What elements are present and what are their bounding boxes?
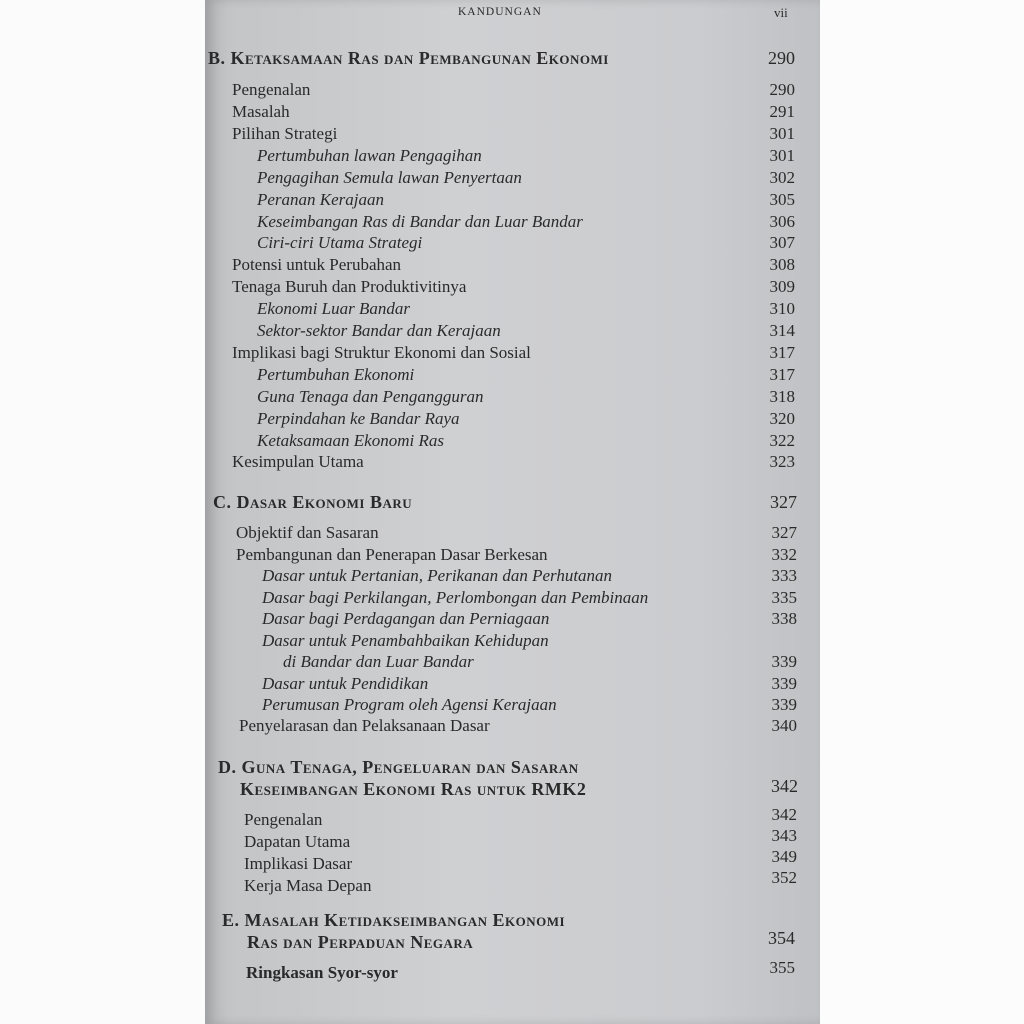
toc-page: 335 bbox=[771, 588, 797, 607]
toc-page: 323 bbox=[769, 452, 795, 471]
toc-subentry-continued: di Bandar dan Luar Bandar bbox=[283, 652, 474, 671]
toc-entry: Pilihan Strategi bbox=[232, 124, 338, 143]
toc-subentry: Perumusan Program oleh Agensi Kerajaan bbox=[262, 695, 557, 714]
toc-entry: Masalah bbox=[232, 102, 290, 121]
toc-subentry: Pengagihan Semula lawan Penyertaan bbox=[257, 168, 522, 187]
toc-entry: Ringkasan Syor-syor bbox=[246, 963, 398, 982]
toc-entry: Kesimpulan Utama bbox=[232, 452, 364, 471]
page-folio: vii bbox=[774, 5, 788, 20]
toc-page: 305 bbox=[769, 190, 795, 209]
toc-entry: Objektif dan Sasaran bbox=[236, 523, 379, 542]
toc-page: 338 bbox=[771, 609, 797, 628]
toc-entry: Dapatan Utama bbox=[244, 832, 351, 851]
running-head: KANDUNGAN bbox=[458, 6, 542, 18]
section-e-title-continued: Ras dan Perpaduan Negara bbox=[247, 932, 474, 952]
toc-entry: Pembangunan dan Penerapan Dasar Berkesan bbox=[236, 545, 548, 564]
toc-subentry: Keseimbangan Ras di Bandar dan Luar Bandar bbox=[257, 212, 583, 231]
toc-entry: Potensi untuk Perubahan bbox=[232, 255, 402, 274]
toc-page: 317 bbox=[769, 365, 795, 384]
toc-entry: Penyelarasan dan Pelaksanaan Dasar bbox=[239, 716, 490, 735]
toc-subentry: Pertumbuhan Ekonomi bbox=[257, 365, 415, 384]
toc-page: 301 bbox=[769, 124, 795, 143]
toc-subentry: Dasar untuk Penambahbaikan Kehidupan bbox=[262, 631, 549, 650]
toc-subentry: Dasar bagi Perdagangan dan Perniagaan bbox=[262, 609, 550, 628]
toc-page: 302 bbox=[769, 168, 795, 187]
toc-page: 301 bbox=[769, 146, 795, 165]
toc-page: 349 bbox=[771, 847, 797, 866]
section-d-title-continued: Keseimbangan Ekonomi Ras untuk RMK2 bbox=[240, 779, 587, 799]
toc-page: 339 bbox=[771, 695, 797, 714]
toc-page: 343 bbox=[771, 826, 797, 845]
section-c-page: 327 bbox=[770, 492, 797, 512]
toc-subentry: Perpindahan ke Bandar Raya bbox=[257, 409, 460, 428]
toc-page: 318 bbox=[769, 387, 795, 406]
toc-page: 317 bbox=[769, 343, 795, 362]
toc-subentry: Ekonomi Luar Bandar bbox=[257, 299, 410, 318]
toc-subentry: Dasar untuk Pendidikan bbox=[262, 674, 429, 693]
toc-subentry: Peranan Kerajaan bbox=[257, 190, 385, 209]
toc-subentry: Sektor-sektor Bandar dan Kerajaan bbox=[257, 321, 501, 340]
toc-subentry: Pertumbuhan lawan Pengagihan bbox=[257, 146, 482, 165]
toc-page: 355 bbox=[769, 958, 795, 977]
toc-subentry: Ciri-ciri Utama Strategi bbox=[257, 233, 423, 252]
toc-page: 306 bbox=[769, 212, 795, 231]
toc-entry: Pengenalan bbox=[232, 80, 311, 99]
toc-page: 320 bbox=[769, 409, 795, 428]
toc-page: 332 bbox=[771, 545, 797, 564]
toc-entry: Kerja Masa Depan bbox=[244, 876, 372, 895]
toc-page: 309 bbox=[769, 277, 795, 296]
toc-subentry: Guna Tenaga dan Pengangguran bbox=[257, 387, 484, 406]
section-d-title: D. Guna Tenaga, Pengeluaran dan Sasaran bbox=[218, 757, 579, 777]
toc-page: 310 bbox=[769, 299, 795, 318]
toc-page: 327 bbox=[771, 523, 797, 542]
toc-page: 340 bbox=[771, 716, 797, 735]
toc-entry: Implikasi Dasar bbox=[244, 854, 353, 873]
toc-page: 333 bbox=[771, 566, 797, 585]
toc-page: 314 bbox=[769, 321, 795, 340]
toc-subentry: Dasar bagi Perkilangan, Perlombongan dan Pembinaan bbox=[262, 588, 649, 607]
toc-entry: Implikasi bagi Struktur Ekonomi dan Sosial bbox=[232, 343, 531, 362]
toc-subentry: Dasar untuk Pertanian, Perikanan dan Perhutanan bbox=[262, 566, 613, 585]
toc-entry: Tenaga Buruh dan Produktivitinya bbox=[232, 277, 467, 296]
toc-page: 291 bbox=[769, 102, 795, 121]
toc-page: 322 bbox=[769, 431, 795, 450]
toc-entry: Pengenalan bbox=[244, 810, 323, 829]
background-left bbox=[0, 0, 205, 1024]
section-b-page: 290 bbox=[768, 48, 795, 68]
background-right bbox=[820, 0, 1024, 1024]
section-d-page: 342 bbox=[771, 776, 798, 796]
toc-page: 290 bbox=[769, 80, 795, 99]
toc-page: 308 bbox=[769, 255, 795, 274]
toc-page: 339 bbox=[771, 674, 797, 693]
toc-page: 352 bbox=[771, 868, 797, 887]
toc-subentry: Ketaksamaan Ekonomi Ras bbox=[257, 431, 444, 450]
section-b-title: B. Ketaksamaan Ras dan Pembangunan Ekonomi bbox=[208, 48, 609, 68]
toc-page: 307 bbox=[769, 233, 795, 252]
toc-page: 342 bbox=[771, 805, 797, 824]
section-e-title: E. Masalah Ketidakseimbangan Ekonomi bbox=[222, 910, 566, 930]
section-c-title: C. Dasar Ekonomi Baru bbox=[213, 492, 413, 512]
toc-page: 339 bbox=[771, 652, 797, 671]
section-e-page: 354 bbox=[768, 928, 795, 948]
